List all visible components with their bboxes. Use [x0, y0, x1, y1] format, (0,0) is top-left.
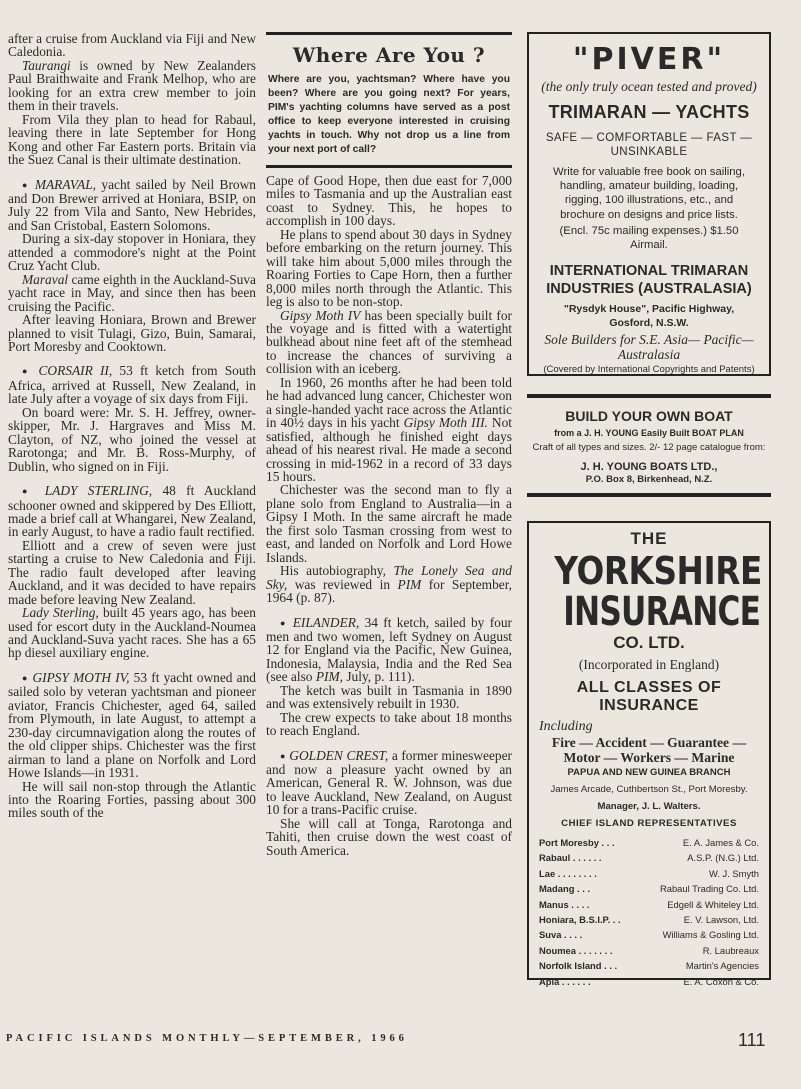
- york-manager: Manager, J. L. Walters.: [597, 801, 701, 812]
- piver-title: "PIVER": [572, 42, 726, 77]
- paragraph: ● CORSAIR II, 53 ft ketch from South Africa, arrived at Russell, New Zealand, in late July after a voyage of six days from Fiji.: [8, 363, 256, 407]
- piver-offer: Write for valuable free book on sailing, handling, amateur building, loading, rigging, 100 illustrations, etc., and brochure on designs and price lists.: [553, 166, 745, 221]
- where-are-you-title: Where Are You ?: [292, 43, 486, 67]
- young-boats-advertisement: [527, 394, 771, 497]
- paragraph: He will sail non-stop through the Atlantic into the Roaring Forties, passing about 300 miles south of the: [8, 778, 256, 821]
- york-branch-address: James Arcade, Cuthbertson St., Port Moresby.: [550, 783, 748, 795]
- york-all-classes: ALL CLASSES OF INSURANCE: [576, 678, 722, 714]
- article-column-2: [266, 32, 512, 857]
- bullet-icon: ●: [22, 366, 32, 377]
- list-item: Apia . . . . . . E. A. Coxon & Co.: [539, 975, 759, 987]
- young-title: BUILD YOUR OWN BOAT: [565, 408, 733, 424]
- york-representatives-list: [539, 835, 759, 989]
- ads-column: [527, 32, 771, 987]
- paragraph: He plans to spend about 30 days in Sydney before embarking on the return journey. This will take him about 5,000 miles through the Roaring Forties to Cape Horn, then a further 8,000 miles north through the Atlantic. This leg is also to be non-stop.: [266, 226, 512, 310]
- young-company: J. H. YOUNG BOATS LTD.,: [580, 460, 718, 473]
- york-including: Including: [539, 718, 593, 734]
- piver-trimaran: TRIMARAN — YACHTS: [548, 102, 750, 122]
- young-from: from a J. H. YOUNG Easily Built BOAT PLAN: [554, 428, 744, 438]
- paragraph: ● LADY STERLING, 48 ft Auckland schooner owned and skippered by Des Elliott, made a brief call at Whangarei, New Zealand, in early August, to have a radio fault rectified.: [8, 483, 256, 540]
- paragraph: In 1960, 26 months after he had been told he had advanced lung cancer, Chichester won a single-handed yacht race across the Atlantic in 40½ days in his yacht Gipsy Moth III. Not satisfied, although he finished eight days ahead of his nearest rival. He made a second crossing in mid-1962 in a record of 33 days 15 hours.: [266, 374, 512, 484]
- paragraph: Gipsy Moth IV has been specially built for the voyage and is fitted with a watertight bulkhead about nine feet aft of the stemhead to increase the chances of surviving a collision with an iceberg.: [266, 307, 512, 377]
- bullet-icon: ●: [22, 672, 29, 683]
- paragraph: After leaving Honiara, Brown and Brewer planned to visit Tulagi, Gizo, Buin, Samarai, Port Moresby and Cooktown.: [8, 312, 256, 354]
- piver-advertisement: [527, 32, 771, 376]
- paragraph: She will call at Tonga, Rarotonga and Tahiti, then cruise down the west coast of South America.: [266, 815, 512, 858]
- bullet-icon: ●: [22, 179, 30, 190]
- paragraph: after a cruise from Auckland via Fiji and New Caledonia.: [8, 31, 256, 60]
- york-co-ltd: CO. LTD.: [613, 632, 685, 652]
- piver-price: (Encl. 75c mailing expenses.) $1.50 Airmail.: [559, 224, 739, 251]
- piver-features: SAFE — COMFORTABLE — FAST — UNSINKABLE: [545, 132, 753, 158]
- piver-address: "Rysdyk House", Pacific Highway, Gosford, N.S.W.: [563, 302, 735, 329]
- article-column-1: [8, 32, 256, 820]
- piver-sole-builders: Sole Builders for S.E. Asia— Pacific—Australasia: [544, 331, 754, 362]
- paragraph: On board were: Mr. S. H. Jeffrey, owner-skipper, Mr. J. Hargraves and Miss M. Clayton, of NZ, who joined the vessel at Rarotonga; and Mr. B. Ross-Murphy, of Dublin, who signed on in Fiji.: [8, 404, 256, 474]
- paragraph: During a six-day stopover in Honiara, they attended a commodore's night at the Point Cruz Yacht Club.: [8, 231, 256, 274]
- list-item: Suva . . . . Williams & Gosling Ltd.: [539, 929, 759, 941]
- bullet-icon: ●: [280, 617, 288, 628]
- paragraph: The crew expects to take about 18 months to reach England.: [266, 709, 512, 739]
- paragraph: ● MARAVAL, yacht sailed by Neil Brown and Don Brewer arrived at Honiara, BSIP, on July 22 from Vila and Santo, New Hebrides, and San Cristobal, Eastern Solomons.: [8, 176, 256, 233]
- york-branch: PAPUA AND NEW GUINEA BRANCH: [567, 766, 731, 778]
- young-address: P.O. Box 8, Birkenhead, N.Z.: [585, 473, 713, 485]
- paragraph: From Vila they plan to head for Rabaul, leaving there in late September for Hong Kong and other Far Eastern ports. Britain via the Suez Canal is their ultimate destination.: [8, 111, 256, 168]
- piver-subtitle: (the only truly ocean tested and proved): [541, 79, 757, 94]
- list-item: Manus . . . . Edgell & Whiteley Ltd.: [539, 898, 759, 910]
- list-item: Noumea . . . . . . . R. Laubreaux: [539, 944, 759, 956]
- york-classes-list: Fire — Accident — Guarantee —Motor — Workers — Marine: [551, 734, 747, 765]
- list-item: Madang . . . Rabaul Trading Co. Ltd.: [539, 883, 759, 895]
- paragraph: Chichester was the second man to fly a plane solo from England to Australia—in a Gipsy I Moth. In the same aircraft he made the first solo Tasman crossing from west to east, and landed on Norfolk and Lord Howe Islands.: [266, 482, 512, 565]
- piver-copyright: (Covered by International Copyrights and Patents): [543, 363, 755, 375]
- bullet-icon: ●: [22, 486, 35, 497]
- york-name: YORKSHIRE: [554, 548, 762, 593]
- list-item: Rabaul . . . . . . A.S.P. (N.G.) Ltd.: [539, 852, 759, 864]
- paragraph: His autobiography, The Lonely Sea and Sky, was reviewed in PIM for September, 1964 (p. 87).: [266, 563, 513, 606]
- list-item: Port Moresby . . . E. A. James & Co.: [539, 837, 759, 848]
- york-insurance: INSURANCE: [563, 588, 761, 635]
- paragraph: Taurangi is owned by New Zealanders Paul Braithwaite and Frank Melhop, who are looking for an extra crew member to join them in their travels.: [8, 57, 256, 114]
- list-item: Lae . . . . . . . . W. J. Smyth: [539, 867, 759, 879]
- where-are-you-box: [266, 32, 512, 168]
- young-craft: Craft of all types and sizes. 2/- 12 page catalogue from:: [532, 442, 766, 453]
- paragraph: ● EILANDER, 34 ft ketch, sailed by four men and two women, left Sydney on August 12 for England via the Pacific, New Guinea, Indonesia, Malaysia, India and the Red Sea (see also PIM, July, p. 111).: [266, 614, 512, 685]
- paragraph: Cape of Good Hope, then due east for 7,000 miles to Tasmania and up the Australian east coast to Sydney. This, he hopes to accomplish in 100 days.: [266, 173, 512, 229]
- paragraph: ● GIPSY MOTH IV, 53 ft yacht owned and sailed solo by veteran yachtsman and pioneer aviator, Francis Chichester, aged 64, sailed from Plymouth, in late August, to attempt a 230-day circumnavigation along the routes of the old clipper ships. Chichester was the first airman to land a plane on Norfolk and Lord Howe Islands—in 1931.: [8, 669, 256, 781]
- bullet-icon: ●: [280, 750, 286, 761]
- paragraph: Lady Sterling, built 45 years ago, has been used for escort duty in the Auckland-Noumea and Auckland-Suva yacht races. She has a 65 hp diesel auxiliary engine.: [8, 605, 256, 661]
- yorkshire-insurance-advertisement: [527, 521, 771, 987]
- page-number: 111: [738, 1030, 766, 1050]
- list-item: Norfolk Island . . . Martin's Agencies: [539, 960, 759, 972]
- paragraph: Elliott and a crew of seven were just starting a cruise to New Caledonia and Fiji. The radio fault developed after leaving Auckland, and it was decided to have repairs made before leaving New Zealand.: [8, 537, 256, 607]
- york-representatives-heading: CHIEF ISLAND REPRESENTATIVES: [561, 818, 737, 829]
- page-footer: PACIFIC ISLANDS MONTHLY—SEPTEMBER, 1966: [6, 1033, 408, 1044]
- list-item: Honiara, B.S.I.P. . . E. V. Lawson, Ltd.: [539, 914, 759, 926]
- york-the: THE: [630, 528, 668, 548]
- piver-company: INTERNATIONAL TRIMARAN INDUSTRIES (AUSTRALASIA): [546, 262, 752, 297]
- where-are-you-text: Where are you, yachtsman? Where have you been? Where are you going next? For years, PIM's yachting columns have served as a post office to keep everyone interested in cruising yachts in touch. Why not drop us a line from your next port of call?: [268, 74, 510, 155]
- york-incorporated: (Incorporated in England): [578, 656, 720, 672]
- paragraph: ● GOLDEN CREST, a former minesweeper and now a pleasure yacht owned by an American, General R. W. Johnson, was due to leave Auckland, New Zealand, on August 10 for a trans-Pacific cruise.: [266, 747, 513, 818]
- paragraph: Maraval came eighth in the Auckland-Suva yacht race in May, and since then has been cruising the Pacific.: [8, 271, 256, 314]
- paragraph: The ketch was built in Tasmania in 1890 and was extensively rebuilt in 1930.: [266, 682, 512, 712]
